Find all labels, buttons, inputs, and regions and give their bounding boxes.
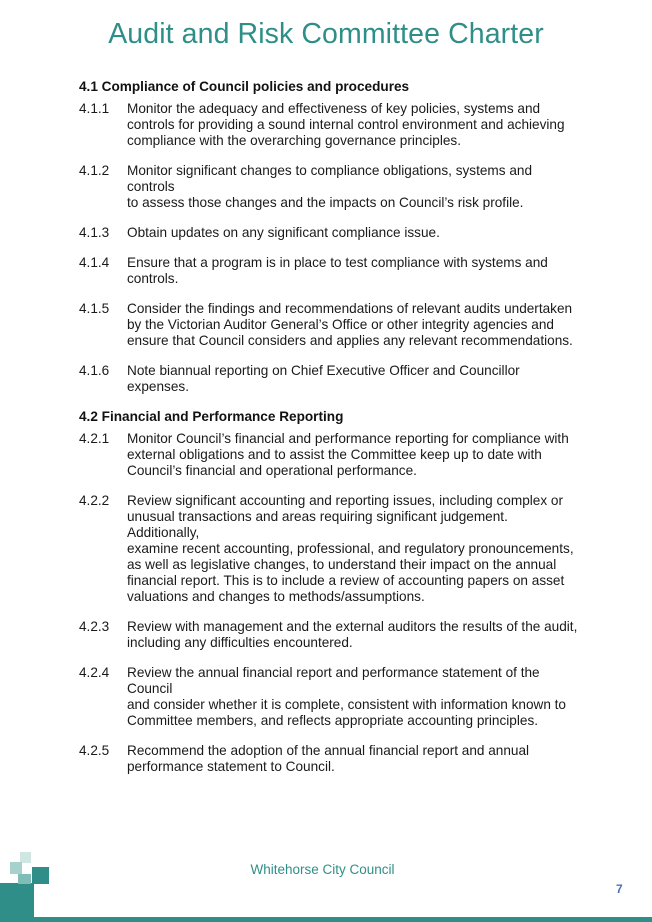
list-item [79, 619, 579, 651]
list-item [79, 163, 579, 211]
item-number: 4.1.4 [79, 255, 110, 270]
item-text: Review significant accounting and reporting issues, including complex or unusual transactions and areas requiring significant judgement. Additionally, examine recent accounting, professional, and regulatory pronouncements, as well as legislative changes, to understand their impact on the annual financial report. This is to include a review of accounting papers on asset valuations and changes to methods/assumptions. [127, 493, 574, 604]
footer-organisation: Whitehorse City Council [250, 862, 395, 877]
list-item [79, 101, 579, 149]
item-text: Note biannual reporting on Chief Executive Officer and Councillor expenses. [127, 363, 520, 394]
list-item [79, 431, 579, 479]
document-body [79, 79, 579, 789]
list-item [79, 743, 579, 775]
item-number: 4.2.4 [79, 665, 110, 680]
item-text: Review the annual financial report and performance statement of the Council and consider whether it is complete, consistent with information known to Committee members, and reflects appropriate accounting principles. [127, 665, 566, 728]
list-item [79, 225, 579, 241]
list-item [79, 363, 579, 395]
list-item [79, 665, 579, 729]
item-number: 4.1.1 [79, 101, 110, 116]
footer-bar [0, 917, 652, 922]
item-number: 4.2.5 [79, 743, 110, 758]
document-title: Audit and Risk Committee Charter [108, 18, 544, 50]
item-number: 4.2.3 [79, 619, 110, 634]
list-item [79, 255, 579, 287]
section-heading: 4.2 Financial and Performance Reporting [79, 409, 344, 424]
item-text: Consider the findings and recommendations of relevant audits undertaken by the Victorian Auditor General’s Office or other integrity agencies and ensure that Council considers and applies any relevant recommendations. [127, 301, 573, 348]
page-number: 7 [616, 882, 623, 896]
item-text: Monitor significant changes to compliance obligations, systems and controls to assess those changes and the impacts on Council’s risk profile. [127, 163, 533, 210]
item-number: 4.1.2 [79, 163, 110, 178]
item-text: Recommend the adoption of the annual financial report and annual performance statement to Council. [127, 743, 530, 774]
list-item [79, 493, 579, 605]
item-number: 4.1.5 [79, 301, 110, 316]
section-heading: 4.1 Compliance of Council policies and procedures [79, 79, 410, 94]
item-number: 4.1.6 [79, 363, 110, 378]
item-text: Monitor Council’s financial and performance reporting for compliance with external obligations and to assist the Committee keep up to date with Council’s financial and operational performance. [127, 431, 569, 478]
item-text: Review with management and the external auditors the results of the audit, including any difficulties encountered. [127, 619, 578, 650]
item-text: Ensure that a program is in place to test compliance with systems and controls. [127, 255, 548, 286]
list-item [79, 301, 579, 349]
item-number: 4.2.2 [79, 493, 110, 508]
item-number: 4.1.3 [79, 225, 110, 240]
item-text: Obtain updates on any significant compliance issue. [127, 225, 440, 240]
item-text: Monitor the adequacy and effectiveness of key policies, systems and controls for providing a sound internal control environment and achieving compliance with the overarching governance principles. [127, 101, 565, 148]
item-number: 4.2.1 [79, 431, 110, 446]
